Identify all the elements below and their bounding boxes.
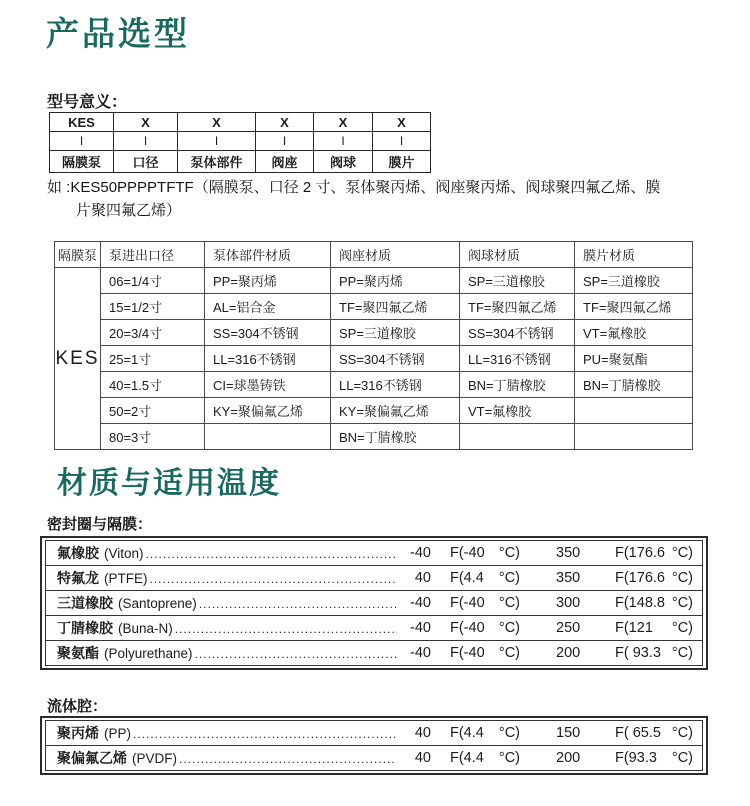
high-temp-c: F(148.8	[615, 595, 665, 611]
diaphragm-material-cell: SP=三道橡胶	[575, 268, 693, 294]
fluid-section-label: 流体腔：	[47, 698, 108, 715]
model-part-cell: 泵体部件	[178, 151, 256, 173]
model-bar-cell: I	[373, 132, 431, 151]
series-cell: KES	[55, 268, 101, 450]
selection-table	[54, 241, 693, 450]
low-temp-f: 40	[414, 750, 431, 766]
material-name-cn: 聚氨酯	[57, 645, 99, 661]
model-code-table	[49, 112, 431, 173]
size-cell: 25=1寸	[101, 346, 205, 372]
dot-leader	[179, 749, 397, 770]
high-temp-c: F( 65.5	[615, 725, 661, 741]
model-part-cell: 阀球	[314, 151, 373, 173]
model-example-line2: 片聚四氟乙烯）	[76, 202, 182, 219]
diaphragm-material-cell: VT=氟橡胶	[575, 320, 693, 346]
size-cell: 15=1/2寸	[101, 294, 205, 320]
diaphragm-material-cell: BN=丁腈橡胶	[575, 372, 693, 398]
dot-leader	[146, 544, 397, 565]
section-title: 材质与适用温度	[57, 467, 281, 500]
low-temp-f: -40	[410, 620, 431, 636]
low-temp-f: -40	[410, 595, 431, 611]
ball-material-cell: BN=丁腈橡胶	[460, 372, 575, 398]
degree-unit: °C)	[498, 545, 520, 561]
high-temp-c: F(176.6	[615, 545, 665, 561]
high-temp-f: 350	[556, 545, 581, 561]
low-temp-c: F(4.4	[450, 750, 484, 766]
seat-material-cell: PP=聚丙烯	[331, 268, 460, 294]
model-code-cell: X	[256, 113, 314, 132]
model-bar-cell: I	[314, 132, 373, 151]
seat-material-cell: SP=三道橡胶	[331, 320, 460, 346]
ball-material-cell: TF=聚四氟乙烯	[460, 294, 575, 320]
temp-row	[45, 720, 703, 746]
low-temp-c: F(-40	[450, 620, 485, 636]
material-name-cn: 氟橡胶	[57, 545, 99, 561]
temp-row	[45, 745, 703, 771]
ball-material-cell: SP=三道橡胶	[460, 268, 575, 294]
selection-header-cell: 隔膜泵	[55, 242, 101, 268]
body-material-cell: CI=球墨铸铁	[205, 372, 331, 398]
high-temp-c: F( 93.3	[615, 645, 661, 661]
body-material-cell	[205, 424, 331, 450]
high-temp-c: F(93.3	[615, 750, 657, 766]
seat-material-cell: LL=316不锈钢	[331, 372, 460, 398]
body-material-cell: PP=聚丙烯	[205, 268, 331, 294]
selection-row	[55, 424, 693, 450]
model-code-cell: X	[373, 113, 431, 132]
selection-row	[55, 320, 693, 346]
high-temp-f: 150	[556, 725, 581, 741]
high-temp-f: 200	[556, 750, 581, 766]
material-name-en: (PVDF)	[132, 750, 177, 766]
high-temp-f: 200	[556, 645, 581, 661]
selection-header-cell: 阀球材质	[460, 242, 575, 268]
degree-unit: °C)	[498, 725, 520, 741]
model-example-line1: 如 :KES50PPPPTFTF（隔膜泵、口径 2 寸、泵体聚丙烯、阀座聚丙烯、阀球聚四氟乙烯、膜	[47, 179, 661, 196]
degree-unit: °C)	[671, 620, 693, 636]
degree-unit: °C)	[671, 725, 693, 741]
model-code-row	[50, 113, 431, 132]
model-part-cell: 隔膜泵	[50, 151, 114, 173]
material-name-cn: 聚偏氟乙烯	[57, 750, 127, 766]
low-temp-c: F(-40	[450, 545, 485, 561]
seat-material-cell: TF=聚四氟乙烯	[331, 294, 460, 320]
fluid-temperature-table	[40, 716, 708, 775]
high-temp-c: F(121	[615, 620, 653, 636]
selection-row	[55, 346, 693, 372]
model-part-cell: 阀座	[256, 151, 314, 173]
diaphragm-material-cell	[575, 398, 693, 424]
model-bar-cell: I	[114, 132, 178, 151]
model-part-cell: 口径	[114, 151, 178, 173]
body-material-cell: SS=304不锈钢	[205, 320, 331, 346]
material-name-cn: 三道橡胶	[57, 595, 113, 611]
selection-header-cell: 阀座材质	[331, 242, 460, 268]
low-temp-c: F(-40	[450, 595, 485, 611]
material-name-en: (PP)	[104, 725, 131, 741]
model-code-cell: X	[178, 113, 256, 132]
diaphragm-material-cell	[575, 424, 693, 450]
model-part-row	[50, 151, 431, 173]
model-code-cell: X	[314, 113, 373, 132]
material-name-cn: 特氟龙	[57, 570, 99, 586]
material-name-en: (Buna-N)	[118, 620, 173, 636]
low-temp-f: 40	[414, 725, 431, 741]
temp-row	[45, 540, 703, 566]
low-temp-f: -40	[410, 645, 431, 661]
dot-leader	[199, 594, 397, 615]
low-temp-f: 40	[414, 570, 431, 586]
selection-header-cell: 泵体部件材质	[205, 242, 331, 268]
temp-row	[45, 565, 703, 591]
material-name-en: (Santoprene)	[118, 595, 197, 611]
temp-row	[45, 615, 703, 641]
ball-material-cell: SS=304不锈钢	[460, 320, 575, 346]
material-name-en: (PTFE)	[104, 570, 148, 586]
seat-material-cell: BN=丁腈橡胶	[331, 424, 460, 450]
model-bar-cell: I	[50, 132, 114, 151]
high-temp-f: 300	[556, 595, 581, 611]
dot-leader	[150, 569, 398, 590]
model-code-cell: KES	[50, 113, 114, 132]
low-temp-c: F(-40	[450, 645, 485, 661]
size-cell: 06=1/4寸	[101, 268, 205, 294]
page-title: 产品选型	[46, 15, 190, 52]
seal-section-label: 密封圈与隔膜：	[47, 516, 153, 533]
selection-row	[55, 268, 693, 294]
degree-unit: °C)	[498, 570, 520, 586]
low-temp-c: F(4.4	[450, 725, 484, 741]
diaphragm-material-cell: TF=聚四氟乙烯	[575, 294, 693, 320]
material-name-cn: 聚丙烯	[57, 725, 99, 741]
model-part-cell: 膜片	[373, 151, 431, 173]
temp-row	[45, 590, 703, 616]
model-meaning-label: 型号意义：	[47, 94, 128, 111]
ball-material-cell: VT=氟橡胶	[460, 398, 575, 424]
size-cell: 40=1.5寸	[101, 372, 205, 398]
diaphragm-material-cell: PU=聚氨酯	[575, 346, 693, 372]
body-material-cell: LL=316不锈钢	[205, 346, 331, 372]
selection-row	[55, 372, 693, 398]
degree-unit: °C)	[671, 545, 693, 561]
high-temp-f: 350	[556, 570, 581, 586]
high-temp-c: F(176.6	[615, 570, 665, 586]
degree-unit: °C)	[671, 595, 693, 611]
degree-unit: °C)	[671, 570, 693, 586]
degree-unit: °C)	[498, 620, 520, 636]
temp-row	[45, 640, 703, 666]
model-bar-cell: I	[178, 132, 256, 151]
seat-material-cell: SS=304不锈钢	[331, 346, 460, 372]
body-material-cell: KY=聚偏氟乙烯	[205, 398, 331, 424]
degree-unit: °C)	[671, 645, 693, 661]
dot-leader	[175, 619, 397, 640]
seat-material-cell: KY=聚偏氟乙烯	[331, 398, 460, 424]
selection-header-row	[55, 242, 693, 268]
dot-leader	[133, 724, 397, 745]
model-bar-cell: I	[256, 132, 314, 151]
degree-unit: °C)	[498, 750, 520, 766]
material-name-cn: 丁腈橡胶	[57, 620, 113, 636]
degree-unit: °C)	[498, 645, 520, 661]
low-temp-f: -40	[410, 545, 431, 561]
model-bar-row	[50, 132, 431, 151]
ball-material-cell: LL=316不锈钢	[460, 346, 575, 372]
body-material-cell: AL=铝合金	[205, 294, 331, 320]
high-temp-f: 250	[556, 620, 581, 636]
model-example	[47, 176, 707, 222]
size-cell: 50=2寸	[101, 398, 205, 424]
material-name-en: (Polyurethane)	[104, 645, 193, 661]
material-name-en: (Viton)	[104, 545, 144, 561]
low-temp-c: F(4.4	[450, 570, 484, 586]
degree-unit: °C)	[498, 595, 520, 611]
ball-material-cell	[460, 424, 575, 450]
selection-row	[55, 294, 693, 320]
selection-row	[55, 398, 693, 424]
model-code-cell: X	[114, 113, 178, 132]
selection-header-cell: 膜片材质	[575, 242, 693, 268]
degree-unit: °C)	[671, 750, 693, 766]
size-cell: 80=3寸	[101, 424, 205, 450]
size-cell: 20=3/4寸	[101, 320, 205, 346]
dot-leader	[195, 644, 397, 665]
selection-header-cell: 泵进出口径	[101, 242, 205, 268]
seal-temperature-table	[40, 536, 708, 670]
